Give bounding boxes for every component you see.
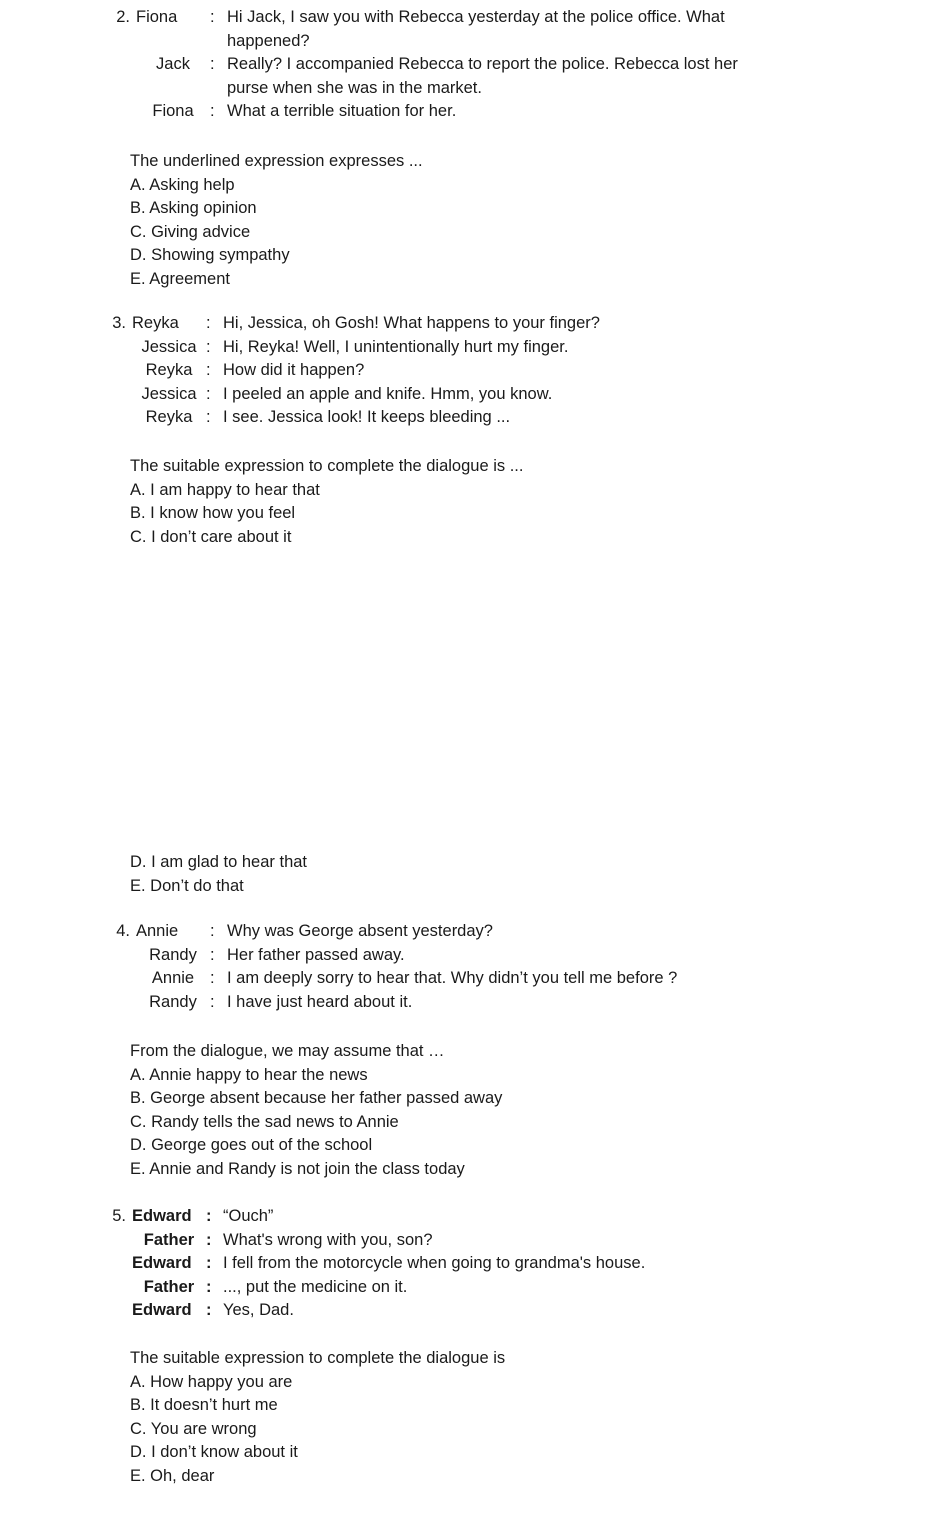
utterance-text <box>224 920 677 944</box>
utterance-line: ..., put the medicine on it. <box>223 1277 408 1296</box>
utterance-line: What's wrong with you, son? <box>223 1230 433 1249</box>
item-number: 5. <box>112 1207 126 1225</box>
speaker-name: Annie <box>151 969 195 987</box>
colon-separator: : <box>210 969 215 987</box>
question-item-3 <box>0 312 941 430</box>
question-block-5 <box>130 1347 505 1489</box>
dialogue-row <box>100 383 600 407</box>
item-number-spacer <box>100 406 132 430</box>
speaker-name: Jessica <box>141 384 197 403</box>
option-a[interactable]: A. How happy you are <box>130 1372 293 1391</box>
item-number-spacer <box>104 991 136 1015</box>
question-item-4 <box>0 920 941 1014</box>
dialogue-row <box>104 53 738 100</box>
colon-separator: : <box>210 992 215 1011</box>
speaker-name: Jessica <box>141 337 197 356</box>
colon-separator: : <box>206 408 211 426</box>
colon-separator: : <box>210 55 215 73</box>
dialogue-table <box>100 312 600 430</box>
option-c[interactable]: C. Giving advice <box>130 222 251 241</box>
utterance-line: “Ouch” <box>223 1207 274 1225</box>
utterance-text <box>220 1252 645 1276</box>
colon-separator: : <box>206 1230 212 1249</box>
item-number: 3. <box>112 314 126 332</box>
utterance-text <box>220 312 600 336</box>
utterance-text <box>224 100 738 124</box>
option-e[interactable]: E. Oh, dear <box>130 1466 215 1485</box>
speaker-name: Reyka <box>145 361 193 379</box>
option-d[interactable]: D. George goes out of the school <box>130 1136 373 1155</box>
dialogue-row <box>100 406 600 430</box>
utterance-text <box>224 53 738 100</box>
speaker-name: Fiona <box>152 102 194 120</box>
speaker-name: Edward <box>132 1207 192 1225</box>
item-number-spacer <box>100 1276 132 1300</box>
utterance-line: purse when she was in the market. <box>227 78 482 97</box>
speaker-name: Annie <box>136 922 179 940</box>
utterance-text <box>220 359 600 383</box>
colon-separator: : <box>210 102 215 120</box>
dialogue-row <box>100 1205 645 1229</box>
speaker-name: Edward <box>132 1254 192 1272</box>
colon-separator: : <box>210 8 215 26</box>
option-e[interactable]: E. Annie and Randy is not join the class today <box>130 1159 465 1178</box>
utterance-line: Why was George absent yesterday? <box>227 922 493 940</box>
colon-separator: : <box>206 361 211 379</box>
question-item-5 <box>0 1205 941 1323</box>
utterance-text <box>224 991 677 1015</box>
utterance-text <box>224 6 738 53</box>
question-stem: From the dialogue, we may assume that … <box>130 1042 445 1060</box>
item-number-spacer <box>100 1229 132 1253</box>
item-number-spacer <box>104 53 136 100</box>
speaker-name: Father <box>143 1230 195 1249</box>
dialogue-table <box>104 6 738 124</box>
option-b[interactable]: B. George absent because her father passed away <box>130 1089 503 1108</box>
utterance-text <box>220 406 600 430</box>
utterance-text <box>224 944 677 968</box>
utterance-line: Hi, Jessica, oh Gosh! What happens to your finger? <box>223 314 600 332</box>
dialogue-row <box>100 1276 645 1300</box>
question-block-4 <box>130 1040 502 1182</box>
utterance-line: What a terrible situation for her. <box>227 102 457 120</box>
utterance-line: How did it happen? <box>223 361 365 379</box>
speaker-name: Fiona <box>136 8 178 26</box>
utterance-text <box>220 1229 645 1253</box>
dialogue-row <box>100 1229 645 1253</box>
dialogue-row <box>104 967 677 991</box>
question-stem: The suitable expression to complete the dialogue is <box>130 1349 506 1367</box>
dialogue-row <box>100 1299 645 1323</box>
option-d[interactable]: D. I don’t know about it <box>130 1443 298 1462</box>
colon-separator: : <box>206 1301 212 1319</box>
colon-separator: : <box>206 314 211 332</box>
utterance-line: Hi Jack, I saw you with Rebecca yesterday at the police office. What <box>227 8 725 26</box>
dialogue-row <box>104 920 677 944</box>
question-block-2 <box>130 150 423 292</box>
option-d[interactable]: D. I am glad to hear that <box>130 853 308 871</box>
speaker-name: Edward <box>132 1301 192 1319</box>
dialogue-row <box>104 100 738 124</box>
item-number-spacer <box>100 383 132 407</box>
utterance-line: Really? I accompanied Rebecca to report the police. Rebecca lost her <box>227 55 738 73</box>
utterance-line: Yes, Dad. <box>223 1301 294 1319</box>
speaker-name: Randy <box>149 945 197 964</box>
utterance-line: Her father passed away. <box>227 945 405 964</box>
utterance-line: happened? <box>227 31 310 50</box>
colon-separator: : <box>206 384 211 403</box>
option-e[interactable]: E. Agreement <box>130 269 230 288</box>
dialogue-table <box>104 920 677 1014</box>
dialogue-row <box>104 991 677 1015</box>
item-number-spacer <box>104 967 136 991</box>
speaker-name: Jack <box>156 55 190 73</box>
colon-separator: : <box>210 945 215 964</box>
question-item-2 <box>0 6 941 124</box>
utterance-line: I see. Jessica look! It keeps bleeding ... <box>223 408 511 426</box>
dialogue-row <box>100 336 600 360</box>
colon-separator: : <box>206 1277 212 1296</box>
utterance-text <box>220 1299 645 1323</box>
item-number-spacer <box>100 359 132 383</box>
question-block-3-continued <box>130 851 307 898</box>
question-stem: The suitable expression to complete the dialogue is ... <box>130 457 524 475</box>
colon-separator: : <box>206 1207 212 1225</box>
dialogue-row <box>100 1252 645 1276</box>
option-c[interactable]: C. You are wrong <box>130 1419 257 1438</box>
question-stem: The underlined expression expresses ... <box>130 152 423 170</box>
utterance-text <box>220 383 600 407</box>
dialogue-table <box>100 1205 645 1323</box>
option-a[interactable]: A. I am happy to hear that <box>130 480 320 499</box>
item-number: 4. <box>116 922 130 940</box>
colon-separator: : <box>206 1254 212 1272</box>
option-b[interactable]: B. I know how you feel <box>130 504 296 523</box>
question-block-3 <box>130 455 523 549</box>
dialogue-row <box>100 312 600 336</box>
item-number-spacer <box>100 1252 132 1276</box>
option-e[interactable]: E. Don’t do that <box>130 876 244 895</box>
item-number-spacer <box>104 100 136 124</box>
colon-separator: : <box>206 337 211 356</box>
utterance-line: I peeled an apple and knife. Hmm, you know. <box>223 384 553 403</box>
dialogue-row <box>100 359 600 383</box>
item-number: 2. <box>116 8 130 26</box>
speaker-name: Reyka <box>145 408 193 426</box>
dialogue-row <box>104 944 677 968</box>
option-b[interactable]: B. Asking opinion <box>130 199 257 218</box>
utterance-line: Hi, Reyka! Well, I unintentionally hurt my finger. <box>223 337 569 356</box>
utterance-line: I have just heard about it. <box>227 992 413 1011</box>
utterance-text <box>224 967 677 991</box>
utterance-text <box>220 336 600 360</box>
speaker-name: Randy <box>149 992 197 1011</box>
utterance-text <box>220 1276 645 1300</box>
option-a[interactable]: A. Asking help <box>130 175 235 194</box>
utterance-line: I am deeply sorry to hear that. Why didn’t you tell me before ? <box>227 969 678 987</box>
option-c[interactable]: C. Randy tells the sad news to Annie <box>130 1112 399 1131</box>
dialogue-row <box>104 6 738 53</box>
option-a[interactable]: A. Annie happy to hear the news <box>130 1065 368 1084</box>
utterance-line: I fell from the motorcycle when going to grandma's house. <box>223 1254 646 1272</box>
item-number-spacer <box>100 336 132 360</box>
option-c[interactable]: C. I don’t care about it <box>130 527 292 546</box>
speaker-name: Father <box>143 1277 195 1296</box>
option-b[interactable]: B. It doesn’t hurt me <box>130 1396 278 1415</box>
speaker-name: Reyka <box>132 314 179 332</box>
item-number-spacer <box>104 944 136 968</box>
option-d[interactable]: D. Showing sympathy <box>130 246 290 265</box>
item-number-spacer <box>100 1299 132 1323</box>
colon-separator: : <box>210 922 215 940</box>
utterance-text <box>220 1205 645 1229</box>
